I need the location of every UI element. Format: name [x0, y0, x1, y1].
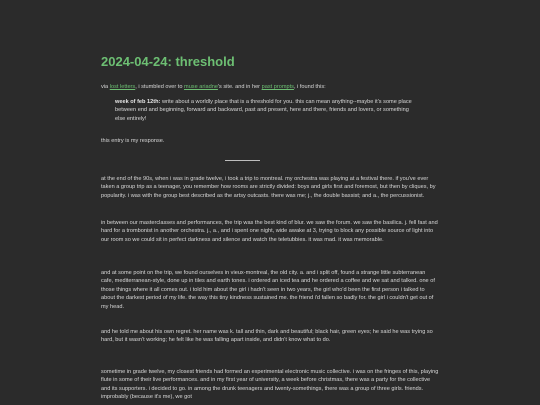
- quote-body: write about a worldly place that is a threshold for you. this can mean anything--maybe it's some place between end and beginning, forward and backward, past and present, here and there, friends and lovers, or something else entirely!: [115, 99, 412, 122]
- intro-text-1: , i stumbled over to: [135, 84, 185, 90]
- link-lost-letters[interactable]: lost letters: [109, 84, 136, 90]
- response-line: this entry is my response.: [101, 138, 165, 144]
- post-title: 2024-04-24: threshold: [101, 54, 235, 69]
- paragraph: sometime in grade twelve, my closest friends had formed an experimental electronic music collective. i was on the fringes of this, playing flute in some of their live performances. and in my first year of university, a week before christmas, there was a party for the collective and its supporters. i decided to go. in among the drunk teenagers and twenty-somethings, there was a group of three girls. friends. improbably (because it's me), we got: [101, 369, 439, 401]
- paragraph: in between our masterclasses and performances, the trip was the best kind of blur. we saw the forum. we saw the basilica. j. fell fast and hard for a trombonist in another orchestra. j., a., and i spent one night, wide awake at 3, trying to block any possible source of light into our room so we could sit in perfect darkness and silence and watch the teletubbies. it was mad. it was memorable.: [101, 220, 438, 243]
- link-past-prompts[interactable]: past prompts: [261, 84, 294, 90]
- intro-via: via: [101, 84, 110, 90]
- paragraph: and at some point on the trip, we found ourselves in vieux-montreal, the old city. a. and i split off, found a strange little subterranean cafe, mediterranean-style, done up in tiles and earth tones. i ordered an iced tea and he ordered a coffee and we sat and talked. one of those things where it all comes out. i told him about the girl i hadn't seen in two years, the girl who'd been the first person i talked to about the darkest period of my life. the way this tiny kindness sustained me. the friend i'd fallen so badly for. the girl i couldn't get out of my head.: [101, 270, 435, 310]
- link-muse-ariadne[interactable]: muse ariadne: [184, 84, 218, 90]
- intro-text-3: , i found this:: [293, 84, 326, 90]
- quote-label: week of feb 12th:: [115, 99, 161, 105]
- paragraph: at the end of the 90s, when i was in grade twelve, i took a trip to montreal. my orchestra was playing at a festival there. if you've ever taken a group trip as a teenager, you remember how rooms are strictly divided: boys and girls first and foremost, but then by cliques, by popularity. i was with the group best described as the artsy outcasts. there was me; j., the double bassist; and a., the percussionist.: [101, 176, 436, 199]
- section-divider: [225, 160, 260, 161]
- prompt-quote: [115, 98, 415, 123]
- intro-text-2: 's site. and in her: [217, 84, 262, 90]
- intro-line: [101, 83, 439, 91]
- paragraph: and he told me about his own regret. her name was k. tall and thin, dark and beautiful; black hair, green eyes; he said he was trying so hard, but it wasn't working; he felt like he was falling apart inside, and didn't know what to do.: [101, 329, 433, 344]
